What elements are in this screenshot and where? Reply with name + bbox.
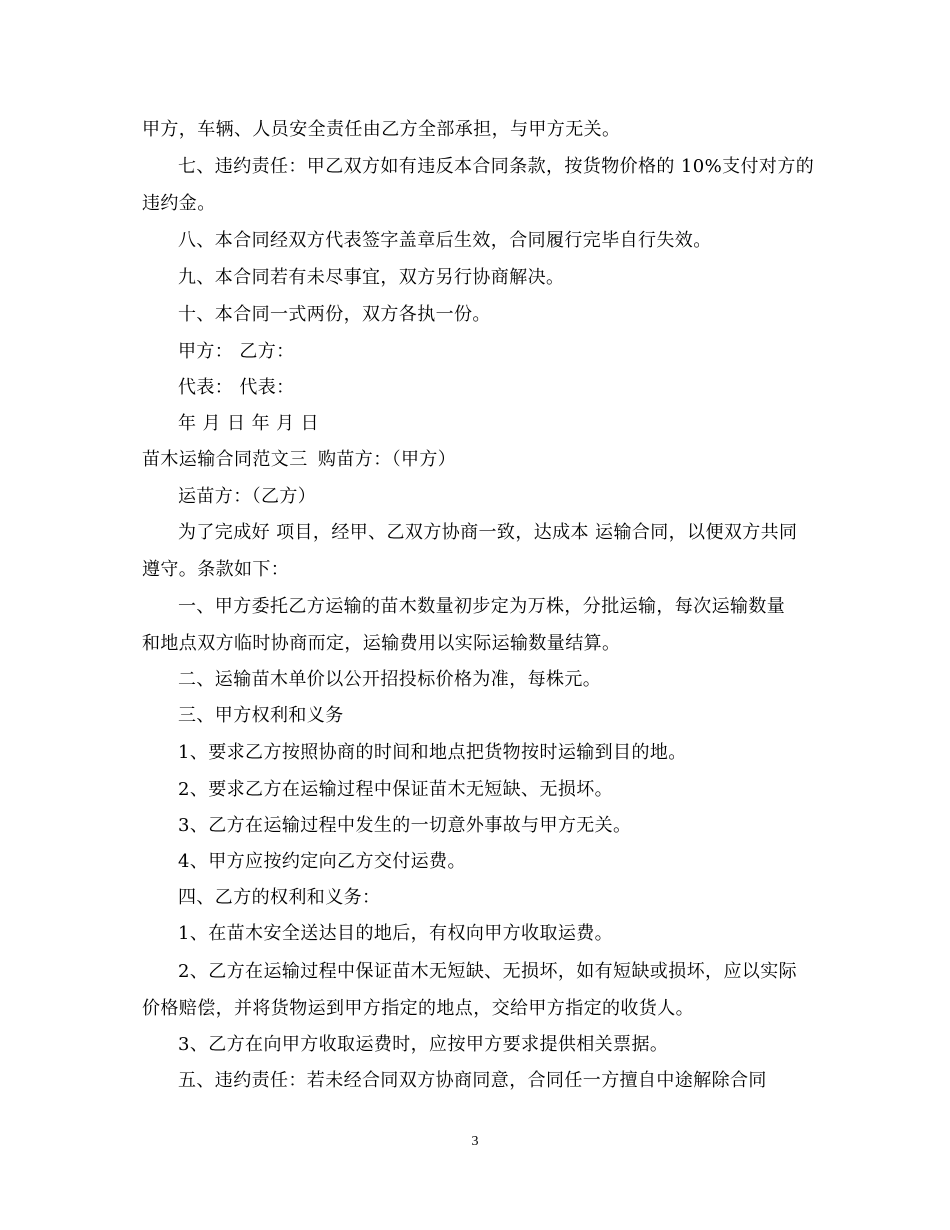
text-line: 1、要求乙方按照协商的时间和地点把货物按时运输到目的地。	[178, 742, 687, 763]
text-line: 八、本合同经双方代表签字盖章后生效，合同履行完毕自行失效。	[178, 230, 712, 251]
text-line: 运苗方：（乙方）	[178, 486, 317, 507]
text-line: 和地点双方临时协商而定，运输费用以实际运输数量结算。	[142, 633, 621, 654]
text-line: 1、在苗木安全送达目的地后，有权向甲方收取运费。	[178, 923, 614, 944]
text-line: 3、乙方在向甲方收取运费时，应按甲方要求提供相关票据。	[178, 1034, 669, 1055]
text-line: 违约金。	[142, 193, 216, 214]
text-line: 七、违约责任：甲乙双方如有违反本合同条款，按货物价格的 10%支付对方的	[178, 156, 815, 177]
text-line: 遵守。条款如下：	[142, 559, 290, 580]
text-line: 五、违约责任：若未经合同双方协商同意，合同任一方擅自中途解除合同	[178, 1070, 767, 1091]
text-line: 四、乙方的权利和义务：	[178, 887, 381, 908]
text-line: 为了完成好 项目，经甲、乙双方协商一致，达成本 运输合同，以便双方共同	[178, 522, 798, 543]
text-line: 十、本合同一式两份，双方各执一份。	[178, 304, 491, 325]
text-line: 购苗方：（甲方）	[318, 449, 457, 470]
text-line: 二、运输苗木单价以公开招投标价格为准，每株元。	[178, 669, 602, 690]
text-line: 年 月 日 年 月 日	[178, 413, 320, 434]
page-number: 3	[471, 1134, 479, 1149]
text-line: 甲方，车辆、人员安全责任由乙方全部承担，与甲方无关。	[142, 119, 621, 140]
text-line: 三、甲方权利和义务	[178, 705, 344, 726]
text-line: 代表： 代表：	[178, 377, 295, 398]
text-line: 九、本合同若有未尽事宜，双方另行协商解决。	[178, 267, 565, 288]
text-line: 甲方： 乙方：	[178, 341, 295, 362]
text-line: 4、甲方应按约定向乙方交付运费。	[178, 851, 466, 872]
text-line: 2、要求乙方在运输过程中保证苗木无短缺、无损坏。	[178, 779, 614, 800]
text-line: 一、甲方委托乙方运输的苗木数量初步定为万株，分批运输，每次运输数量	[178, 596, 786, 617]
section-title: 苗木运输合同范文三	[142, 449, 308, 470]
text-line: 价格赔偿，并将货物运到甲方指定的地点，交给甲方指定的收货人。	[142, 998, 694, 1019]
text-line: 3、乙方在运输过程中发生的一切意外事故与甲方无关。	[178, 815, 632, 836]
text-line: 2、乙方在运输过程中保证苗木无短缺、无损坏，如有短缺或损坏，应以实际	[178, 961, 798, 982]
